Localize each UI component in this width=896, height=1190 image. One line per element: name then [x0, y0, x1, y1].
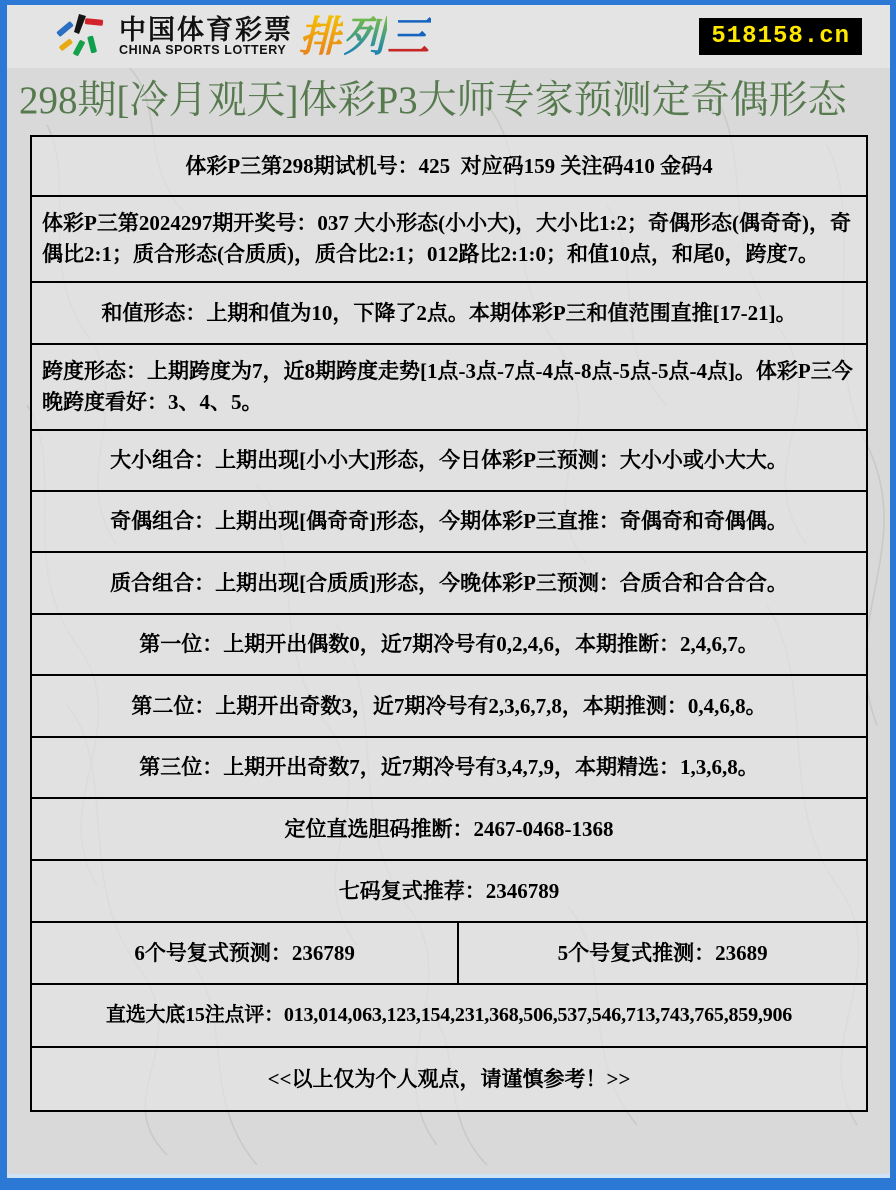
six-number-cell [32, 923, 457, 983]
pailie3-logo [299, 12, 432, 60]
row-direct-15-notes [32, 985, 866, 1048]
row-sum-form [32, 283, 866, 345]
span-form-text: 跨度形态：上期跨度为7，近8期跨度走势[1点-3点-7点-4点-8点-5点-5点-4点]。体彩P三今晚跨度看好：3、4、5。 [42, 359, 853, 414]
row-prime-combo [32, 553, 866, 615]
row-span-form [32, 345, 866, 431]
page-title: 298期[冷月观天]体彩P3大师专家预测定奇偶形态 [19, 79, 847, 122]
row-seven-code [32, 861, 866, 923]
row-size-combo [32, 431, 866, 492]
pailie3-char-2: 列 [343, 12, 388, 60]
brand-name-en: CHINA SPORTS LOTTERY [119, 43, 287, 58]
pailie3-char-3: 三 [387, 12, 432, 60]
prediction-table [30, 135, 868, 1112]
parity-combo-text: 奇偶组合：上期出现[偶奇奇]形态，今期体彩P三直推：奇偶奇和奇偶偶。 [110, 509, 788, 533]
row-direct-bold-codes [32, 799, 866, 861]
site-badge: 518158.cn [699, 18, 862, 55]
trial-number-text: 体彩P三第298期试机号：425 对应码159 关注码410 金码4 [185, 153, 713, 178]
row-position-1 [32, 615, 866, 676]
sum-form-text: 和值形态：上期和值为10，下降了2点。本期体彩P三和值范围直推[17-21]。 [101, 300, 797, 325]
prime-combo-text: 质合组合：上期出现[合质质]形态，今晚体彩P三预测：合质合和合合合。 [110, 570, 788, 595]
draw-result-text: 体彩P三第2024297期开奖号：037 大小形态(小小大)，大小比1:2；奇偶形态(偶奇奇)，奇偶比2:1；质合形态(合质质)，质合比2:1；012路比2:1:0；和值10点，和尾0，跨度7。 [42, 211, 852, 266]
row-disclaimer [32, 1048, 866, 1110]
five-number-text: 5个号复式推测：23689 [557, 940, 768, 965]
pailie3-char-1: 排 [299, 12, 344, 60]
brand-name-cn: 中国体育彩票 [119, 14, 293, 45]
seven-code-text: 七码复式推荐：2346789 [338, 878, 560, 903]
disclaimer-text: <<以上仅为个人观点，请谨慎参考！>> [267, 1066, 631, 1091]
direct-15-notes-text: 直选大底15注点评：013,014,063,123,154,231,368,506,537,546,713,743,765,859,906 [105, 1004, 793, 1026]
row-complex-split [32, 923, 866, 985]
china-sports-lottery-logo-icon [55, 11, 109, 63]
row-trial-number [32, 137, 866, 197]
page-content [7, 5, 890, 1178]
size-combo-text: 大小组合：上期出现[小小大]形态，今日体彩P三预测：大小小或小大大。 [110, 448, 788, 472]
brand-text [119, 16, 293, 57]
position-2-text: 第二位：上期开出奇数3，近7期冷号有2,3,6,7,8，本期推测：0,4,6,8。 [131, 693, 767, 718]
row-parity-combo [32, 492, 866, 553]
six-number-text: 6个号复式预测：236789 [134, 940, 355, 965]
position-1-text: 第一位：上期开出偶数0，近7期冷号有0,2,4,6，本期推断：2,4,6,7。 [139, 632, 759, 656]
direct-bold-codes-text: 定位直选胆码推断：2467-0468-1368 [284, 816, 614, 841]
row-position-3 [32, 738, 866, 799]
row-draw-result [32, 197, 866, 283]
five-number-cell [457, 923, 866, 983]
position-3-text: 第三位：上期开出奇数7，近7期冷号有3,4,7,9，本期精选：1,3,6,8。 [139, 755, 759, 779]
row-position-2 [32, 676, 866, 738]
site-header [7, 5, 890, 68]
